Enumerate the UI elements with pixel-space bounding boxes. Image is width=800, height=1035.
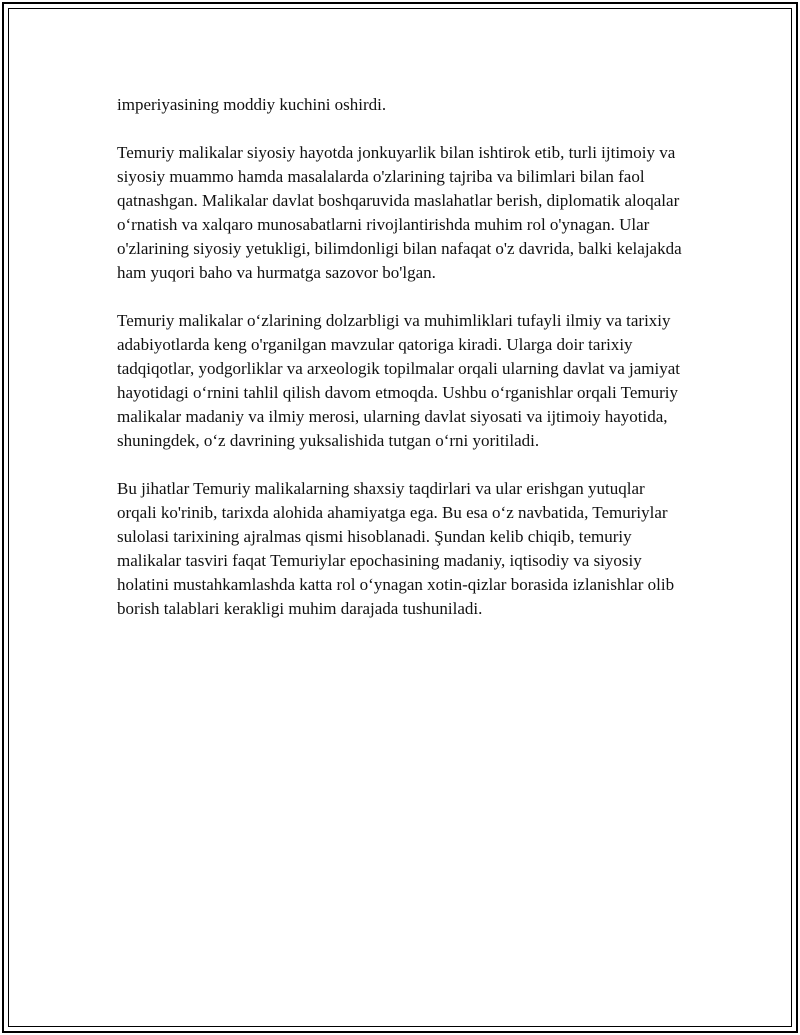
paragraph-political-role: Temuriy malikalar siyosiy hayotda jonkuyarlik bilan ishtirok etib, turli ijtimoiy va siyosiy muammo hamda masalalarda o'zlarining tajriba va bilimlari bilan faol qatnashgan. Malikalar davlat boshqaruvida maslahatlar berish, diplomatik aloqalar o‘rnatish va xalqaro munosabatlarni rivojlantirishda muhim rol o'ynagan. Ular o'zlarining siyosiy yetukligi, bilimdonligi bilan nafaqat o'z davrida, balki kelajakda ham yuqori baho va hurmatga sazovor bo'lgan. [117, 143, 682, 282]
paragraph-scholarly-study: Temuriy malikalar o‘zlarining dolzarbligi va muhimliklari tufayli ilmiy va tarixiy adabiyotlarda keng o'rganilgan mavzular qatoriga kiradi. Ularga doir tarixiy tadqiqotlar, yodgorliklar va arxeologik topilmalar orqali ularning davlat va jamiyat hayotidagi o‘rnini tahlil qilish davom etmoqda. Ushbu o‘rganishlar orqali Temuriy malikalar madaniy va ilmiy merosi, ularning davlat siyosati va ijtimoiy hayotida, shuningdek, o‘z davrining yuksalishida tutgan o‘rni yoritiladi. [117, 311, 680, 450]
paragraph-continuation: imperiyasining moddiy kuchini oshirdi. [117, 95, 387, 114]
document-body [117, 93, 687, 645]
paragraph-historical-significance: Bu jihatlar Temuriy malikalarning shaxsiy taqdirlari va ular erishgan yutuqlar orqali ko'rinib, tarixda alohida ahamiyatga ega. Bu esa o‘z navbatida, Temuriylar sulolasi tarixining ajralmas qismi hisoblanadi. Şundan kelib chiqib, temuriy malikalar tasviri faqat Temuriylar epochasining madaniy, iqtisodiy va siyosiy holatini mustahkamlashda katta rol o‘ynagan xotin-qizlar borasida izlanishlar olib borish talablari kerakligi muhim darajada tushuniladi. [117, 479, 675, 618]
